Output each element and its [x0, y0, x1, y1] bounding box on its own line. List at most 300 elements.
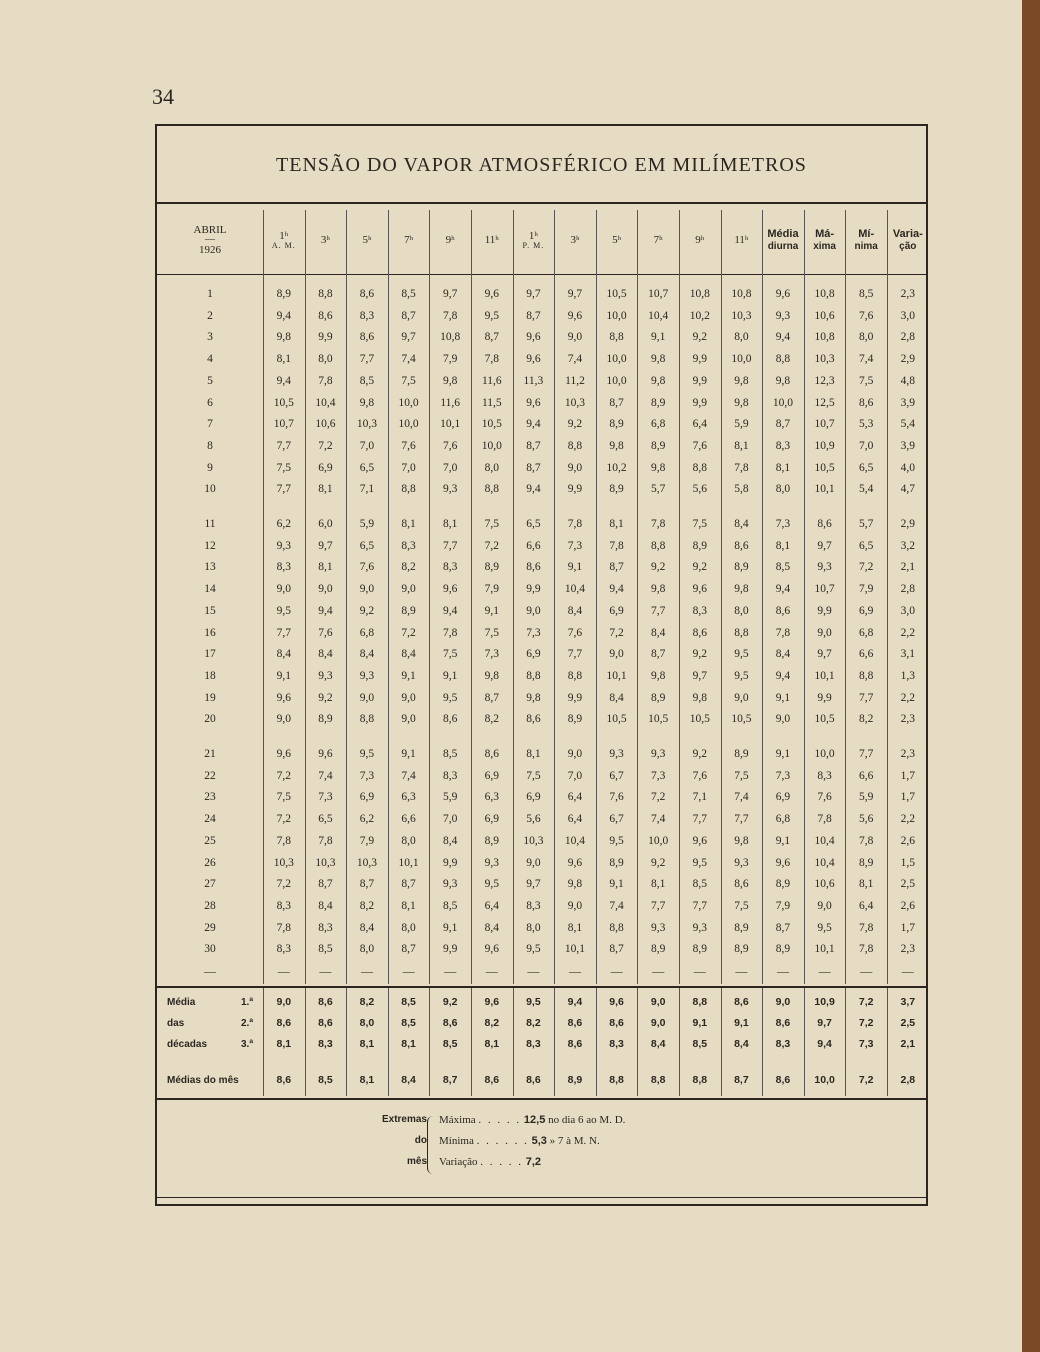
- table-row: [157, 665, 926, 687]
- value-cell: 9,1: [775, 691, 791, 704]
- extreme-detail: » 7 à M. N.: [549, 1135, 600, 1147]
- value-cell: 9,8: [651, 583, 666, 596]
- value-cell: 8,9: [692, 943, 707, 956]
- value-cell: 7,2: [484, 539, 499, 552]
- value-cell: 8,6: [318, 309, 333, 322]
- value-cell: 6,9: [484, 813, 499, 826]
- value-cell: 8,3: [526, 899, 541, 912]
- value-cell: 6,5: [359, 539, 375, 552]
- value-cell: 8,8: [734, 626, 749, 639]
- table-row: [157, 917, 926, 939]
- value-cell: 10,8: [731, 288, 752, 300]
- value-cell: 7,1: [692, 791, 707, 804]
- value-cell: 9,7: [567, 288, 583, 300]
- value-cell: 9,0: [567, 331, 583, 344]
- value-cell: 9,1: [401, 669, 416, 682]
- day-cell: 21: [204, 748, 216, 760]
- value-cell: 6,9: [484, 769, 499, 782]
- value-cell: 9,8: [734, 374, 749, 387]
- header-col-13: [762, 210, 804, 270]
- value-cell: 7,0: [443, 813, 458, 826]
- value-cell: 6,7: [609, 769, 624, 782]
- value-cell: 8,4: [734, 518, 749, 530]
- value-cell: 6,6: [859, 769, 874, 782]
- value-cell: —: [568, 963, 581, 978]
- value-cell: 7,3: [526, 626, 541, 639]
- value-cell: 11,6: [440, 396, 461, 409]
- value-cell: 8,7: [484, 691, 499, 704]
- value-cell: 9,6: [276, 691, 291, 704]
- column-rule: [804, 210, 805, 984]
- month-dash: —: [205, 234, 215, 245]
- value-cell: 7,5: [276, 461, 291, 474]
- value-cell: 8,3: [276, 561, 291, 574]
- value-cell: 8,3: [359, 309, 375, 322]
- value-cell: 8,9: [775, 943, 791, 956]
- value-cell: 9,3: [651, 748, 666, 760]
- day-cell: 17: [204, 648, 216, 661]
- value-cell: 8,0: [318, 353, 333, 366]
- header-col-main: 3ʰ: [320, 233, 330, 246]
- value-cell: 7,2: [276, 769, 291, 782]
- value-cell: 10,5: [273, 396, 294, 409]
- value-cell: 8,4: [609, 691, 624, 704]
- column-rule: [471, 210, 472, 984]
- value-cell: 10,3: [356, 856, 378, 869]
- value-cell: 10,0: [648, 834, 669, 847]
- value-cell: —: [360, 963, 373, 978]
- value-cell: 7,8: [567, 518, 583, 530]
- decade-value: 8,5: [401, 996, 416, 1008]
- decade-value: 8,6: [609, 1017, 624, 1029]
- value-cell: 8,5: [318, 943, 333, 956]
- column-rule: [429, 988, 430, 1096]
- decade-value: 8,3: [609, 1038, 624, 1050]
- value-cell: 8,5: [443, 748, 458, 760]
- column-rule: [305, 988, 306, 1096]
- value-cell: 9,9: [817, 691, 832, 704]
- value-cell: 2,5: [900, 878, 915, 891]
- day-cell: —: [204, 963, 216, 978]
- value-cell: 9,8: [734, 583, 749, 596]
- value-cell: 7,3: [775, 769, 791, 782]
- value-cell: 7,7: [567, 648, 583, 661]
- value-cell: 6,9: [318, 461, 333, 474]
- table-row: [157, 643, 926, 665]
- value-cell: 9,8: [443, 374, 458, 387]
- value-cell: 7,4: [318, 769, 333, 782]
- value-cell: 9,8: [651, 461, 666, 474]
- value-cell: 8,4: [359, 648, 375, 661]
- monthly-extremes: [157, 1114, 926, 1184]
- value-cell: 5,9: [443, 791, 458, 804]
- day-cell: 27: [204, 878, 216, 891]
- value-cell: 9,0: [318, 583, 333, 596]
- value-cell: 8,1: [859, 878, 874, 891]
- column-rule: [429, 210, 430, 984]
- value-cell: 9,8: [484, 669, 499, 682]
- value-cell: 7,8: [276, 921, 291, 934]
- value-cell: 3,0: [900, 309, 915, 322]
- day-cell: 25: [204, 834, 216, 847]
- value-cell: 10,8: [814, 288, 835, 300]
- value-cell: 6,5: [526, 518, 541, 530]
- column-rule: [721, 988, 722, 1096]
- decade-value: 8,2: [484, 1017, 500, 1029]
- column-rule: [762, 988, 763, 1096]
- day-cell: 28: [204, 899, 216, 912]
- value-cell: 8,9: [484, 834, 499, 847]
- value-cell: 8,9: [318, 713, 333, 726]
- table-row: [157, 435, 926, 457]
- extreme-dots: . . . . .: [480, 1156, 523, 1168]
- value-cell: 10,3: [523, 834, 544, 847]
- value-cell: 9,2: [692, 648, 707, 661]
- value-cell: 2,6: [900, 834, 915, 847]
- value-cell: 10,3: [731, 309, 752, 322]
- header-col-main: 7ʰ: [653, 233, 663, 246]
- value-cell: 8,4: [651, 626, 666, 639]
- value-cell: 9,1: [651, 331, 666, 344]
- value-cell: 10,0: [814, 748, 835, 760]
- value-cell: 8,1: [318, 561, 333, 574]
- value-cell: 8,6: [817, 518, 832, 530]
- value-cell: 9,7: [401, 331, 416, 344]
- value-cell: 7,5: [859, 374, 874, 387]
- value-cell: 10,5: [814, 713, 835, 726]
- decade-value: 8,8: [692, 996, 708, 1008]
- day-cell: 22: [204, 769, 216, 782]
- decade-value: 9,6: [484, 996, 500, 1008]
- decade-value: 9,0: [276, 996, 292, 1008]
- value-cell: 9,4: [775, 669, 791, 682]
- value-cell: 11,2: [565, 374, 585, 387]
- value-cell: 8,0: [526, 921, 541, 934]
- table-row: [157, 708, 926, 730]
- extremes-caption: mês: [406, 1156, 427, 1167]
- value-cell: 10,1: [606, 669, 627, 682]
- month-mean-value: 2,8: [900, 1074, 916, 1086]
- value-cell: 8,7: [526, 309, 541, 322]
- value-cell: 9,0: [276, 713, 291, 726]
- value-cell: 7,6: [609, 791, 624, 804]
- header-col-sub: diurna: [767, 240, 799, 252]
- header-col-main: 5ʰ: [362, 233, 372, 246]
- value-cell: 8,6: [443, 713, 458, 726]
- value-cell: 8,4: [484, 921, 499, 934]
- month-mean-value: 8,6: [276, 1074, 292, 1086]
- value-cell: 7,0: [567, 769, 583, 782]
- decade-value: 8,5: [692, 1038, 708, 1050]
- value-cell: 7,8: [775, 626, 791, 639]
- header-col-7: [513, 210, 555, 270]
- column-rule: [513, 210, 514, 984]
- table-row: [157, 622, 926, 644]
- value-cell: 9,5: [734, 669, 749, 682]
- value-cell: 8,1: [775, 461, 791, 474]
- value-cell: 7,2: [609, 626, 624, 639]
- value-cell: 7,8: [484, 353, 499, 366]
- value-cell: —: [860, 963, 873, 978]
- header-col-main: 7ʰ: [404, 233, 414, 246]
- value-cell: 8,6: [526, 713, 541, 726]
- decade-value: 8,4: [734, 1038, 749, 1050]
- column-rule: [804, 988, 805, 1096]
- value-cell: 10,5: [648, 713, 669, 726]
- value-cell: 9,9: [526, 583, 541, 596]
- value-cell: 8,4: [401, 648, 416, 661]
- value-cell: 9,4: [775, 583, 791, 596]
- summary-divider: [157, 986, 926, 988]
- value-cell: 9,0: [401, 691, 416, 704]
- month-mean-value: 8,8: [692, 1074, 708, 1086]
- extreme-value: 5,3: [531, 1135, 547, 1147]
- month-mean-value: 8,6: [526, 1074, 541, 1086]
- table-row: [157, 938, 926, 960]
- value-cell: 9,5: [526, 943, 541, 956]
- header-col-sub: xima: [813, 240, 836, 252]
- month-mean-row: [157, 1070, 926, 1090]
- value-cell: 8,9: [734, 748, 749, 760]
- value-cell: —: [776, 963, 789, 978]
- value-cell: 8,2: [484, 713, 499, 726]
- value-cell: 6,9: [609, 604, 624, 617]
- value-cell: 5,4: [900, 418, 915, 431]
- extreme-dots: . . . . .: [478, 1114, 522, 1126]
- value-cell: 10,7: [814, 583, 835, 596]
- table-row: [157, 326, 926, 348]
- value-cell: 7,4: [401, 353, 416, 366]
- decade-label: 1.ª: [241, 996, 254, 1008]
- value-cell: 8,0: [775, 483, 791, 496]
- value-cell: 8,3: [318, 921, 333, 934]
- value-cell: 8,1: [318, 483, 333, 496]
- decade-value: 9,0: [650, 996, 666, 1008]
- header-col-15: [845, 210, 887, 270]
- value-cell: 4,0: [900, 461, 915, 474]
- column-rule: [845, 988, 846, 1096]
- header-col-main: 9ʰ: [445, 233, 455, 246]
- table-row: [157, 556, 926, 578]
- value-cell: 7,3: [318, 791, 333, 804]
- value-cell: 8,9: [651, 396, 666, 409]
- value-cell: 7,3: [775, 518, 791, 530]
- value-cell: 9,1: [443, 921, 458, 934]
- value-cell: 8,7: [484, 331, 499, 344]
- column-rule: [471, 988, 472, 1096]
- extremes-caption: Extremas: [381, 1114, 427, 1125]
- value-cell: 8,1: [609, 518, 624, 530]
- value-cell: 10,1: [398, 856, 419, 869]
- value-cell: 7,9: [775, 899, 791, 912]
- value-cell: 9,5: [692, 856, 707, 869]
- value-cell: 9,7: [526, 288, 541, 300]
- value-cell: 7,6: [318, 626, 333, 639]
- decade-row: [157, 1034, 926, 1054]
- value-cell: 9,6: [526, 331, 541, 344]
- value-cell: 9,8: [651, 353, 666, 366]
- value-cell: 2,9: [900, 353, 915, 366]
- value-cell: 6,6: [401, 813, 416, 826]
- day-cell: 10: [204, 483, 216, 496]
- table-frame: [155, 124, 928, 1206]
- decade-value: 8,2: [359, 996, 375, 1008]
- table-row: [157, 392, 926, 414]
- value-cell: 10,3: [315, 856, 336, 869]
- day-cell: 7: [207, 418, 213, 431]
- day-cell: 11: [204, 518, 216, 530]
- decade-value: 8,5: [401, 1017, 416, 1029]
- value-cell: 8,7: [775, 418, 791, 431]
- value-cell: 9,9: [692, 396, 707, 409]
- value-cell: 10,8: [689, 288, 710, 300]
- value-cell: 9,2: [318, 691, 333, 704]
- decade-label: 2.ª: [241, 1017, 254, 1029]
- value-cell: 9,3: [276, 539, 291, 552]
- value-cell: 8,3: [443, 561, 458, 574]
- page-number: 34: [152, 84, 174, 109]
- value-cell: 8,8: [567, 669, 583, 682]
- decade-caption: Média: [167, 996, 196, 1008]
- decade-value: 7,3: [858, 1038, 874, 1050]
- decade-value: 7,2: [858, 996, 874, 1008]
- day-cell: 3: [207, 331, 213, 344]
- value-cell: 9,4: [526, 418, 541, 431]
- value-cell: 3,9: [900, 439, 915, 452]
- value-cell: 9,3: [359, 669, 375, 682]
- value-cell: 9,0: [359, 583, 375, 596]
- value-cell: 10,0: [398, 418, 419, 431]
- value-cell: 9,6: [526, 353, 541, 366]
- value-cell: 7,2: [318, 439, 333, 452]
- value-cell: 8,8: [609, 921, 624, 934]
- column-rule: [513, 988, 514, 1096]
- value-cell: 8,1: [401, 518, 416, 530]
- value-cell: 12,3: [814, 374, 835, 387]
- value-cell: 8,1: [567, 921, 583, 934]
- value-cell: 6,9: [526, 648, 541, 661]
- day-cell: 12: [204, 539, 216, 552]
- value-cell: 6,5: [859, 539, 874, 552]
- value-cell: 8,8: [318, 288, 333, 300]
- header-col-main: 3ʰ: [570, 233, 580, 246]
- value-cell: 9,2: [567, 418, 583, 431]
- day-cell: 8: [207, 439, 213, 452]
- value-cell: 7,4: [734, 791, 749, 804]
- value-cell: 9,7: [443, 288, 458, 300]
- value-cell: 8,4: [775, 648, 791, 661]
- header-col-sub: ção: [899, 240, 917, 252]
- value-cell: 10,2: [606, 461, 627, 474]
- value-cell: 6,9: [359, 791, 375, 804]
- value-cell: 7,7: [443, 539, 458, 552]
- decade-label: 3.ª: [241, 1038, 254, 1050]
- header-col-sub: P. M.: [522, 240, 545, 250]
- value-cell: 8,1: [276, 353, 291, 366]
- extreme-line: [439, 1114, 625, 1126]
- value-cell: 5,3: [859, 418, 874, 431]
- decade-value: 8,3: [526, 1038, 541, 1050]
- column-rule: [388, 988, 389, 1096]
- table-row: [157, 600, 926, 622]
- value-cell: 1,7: [900, 791, 915, 804]
- decade-value: 8,6: [318, 996, 333, 1008]
- value-cell: 9,8: [734, 834, 749, 847]
- decade-value: 8,3: [775, 1038, 791, 1050]
- decade-value: 9,4: [817, 1038, 832, 1050]
- value-cell: 9,0: [609, 648, 624, 661]
- value-cell: 8,7: [401, 309, 416, 322]
- day-cell: 20: [204, 713, 216, 726]
- header-col-3: [346, 210, 388, 270]
- value-cell: 2,1: [900, 561, 915, 574]
- value-cell: 8,7: [609, 561, 624, 574]
- value-cell: 8,5: [692, 878, 707, 891]
- value-cell: 10,6: [814, 309, 835, 322]
- value-cell: 7,7: [859, 691, 874, 704]
- decade-value: 10,9: [814, 996, 835, 1008]
- value-cell: 8,8: [609, 331, 624, 344]
- value-cell: 10,1: [814, 483, 835, 496]
- value-cell: —: [735, 963, 748, 978]
- value-cell: 10,5: [606, 713, 627, 726]
- value-cell: 9,4: [775, 331, 791, 344]
- column-rule: [305, 210, 306, 984]
- value-cell: 10,4: [814, 856, 835, 869]
- value-cell: 7,2: [276, 878, 291, 891]
- value-cell: 10,7: [648, 288, 669, 300]
- value-cell: 7,5: [401, 374, 416, 387]
- value-cell: 9,1: [443, 669, 458, 682]
- value-cell: 9,8: [567, 878, 583, 891]
- value-cell: 2,3: [900, 288, 915, 300]
- value-cell: 5,9: [734, 418, 749, 431]
- value-cell: 10,0: [772, 396, 794, 409]
- value-cell: 8,0: [859, 331, 874, 344]
- value-cell: 9,8: [526, 691, 541, 704]
- value-cell: 9,5: [443, 691, 458, 704]
- value-cell: 7,6: [859, 309, 874, 322]
- extremes-divider: [157, 1098, 926, 1100]
- column-rule: [887, 210, 888, 984]
- table-row: [157, 830, 926, 852]
- value-cell: —: [319, 963, 332, 978]
- table-row: [157, 283, 926, 305]
- value-cell: 7,7: [859, 748, 874, 760]
- column-rule: [263, 210, 264, 984]
- decade-value: 9,1: [692, 1017, 708, 1029]
- value-cell: 1,7: [900, 921, 915, 934]
- value-cell: 4,8: [900, 374, 915, 387]
- value-cell: 8,2: [859, 713, 874, 726]
- decade-value: 8,5: [442, 1038, 458, 1050]
- value-cell: 5,9: [859, 791, 874, 804]
- day-cell: 18: [204, 669, 216, 682]
- value-cell: 9,0: [567, 748, 583, 760]
- value-cell: 7,9: [484, 583, 499, 596]
- day-cell: 4: [207, 353, 213, 366]
- value-cell: 10,4: [564, 834, 586, 847]
- value-cell: 10,7: [814, 418, 835, 431]
- value-cell: 2,3: [900, 748, 915, 760]
- value-cell: 6,3: [484, 791, 499, 804]
- value-cell: 9,5: [276, 604, 291, 617]
- value-cell: 8,6: [484, 748, 499, 760]
- value-cell: 9,9: [567, 483, 583, 496]
- value-cell: 9,8: [276, 331, 291, 344]
- value-cell: 7,6: [401, 439, 416, 452]
- value-cell: 2,6: [900, 899, 915, 912]
